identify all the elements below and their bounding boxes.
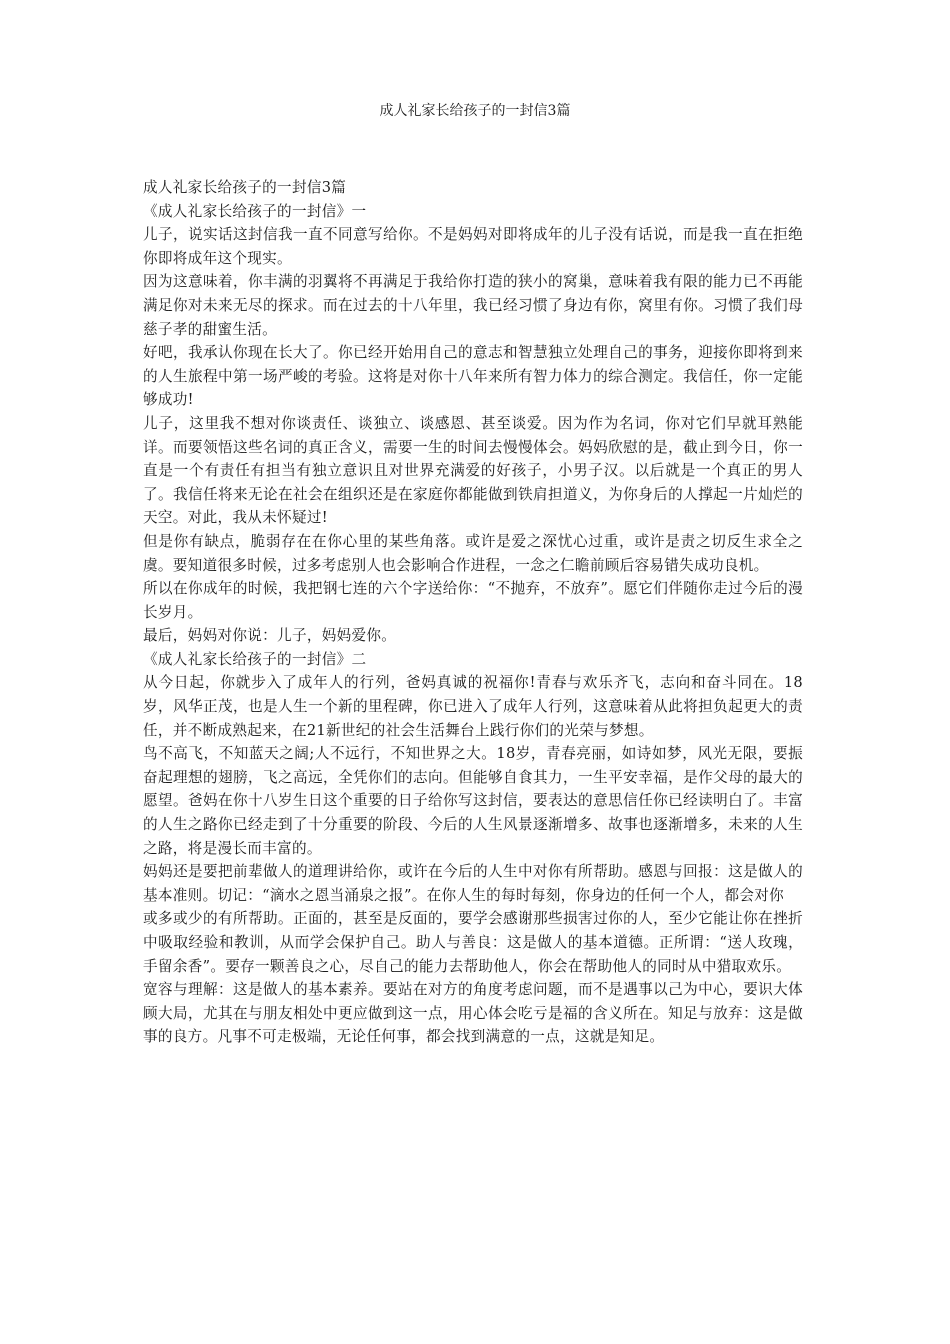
section-heading-2: 《成人礼家长给孩子的一封信》二 bbox=[143, 650, 367, 668]
paragraph: 鸟不高飞，不知蓝天之阔;人不远行，不知世界之大。18岁，青春亮丽，如诗如梦，风光无限，要振奋起理想的翅膀，飞之高远，全凭你们的志向。但能够自食其力，一生平安幸福，是作父母的最大的愿望。爸妈在你十八岁生日这个重要的日子给你写这封信，要表达的意思信任你已经读明白了。丰富的人生之路你已经走到了十分重要的阶段、今后的人生风景逐渐增多、故事也逐渐增多，未来的人生之路，将是漫长而丰富的。 bbox=[143, 745, 803, 857]
paragraph: 因为这意味着，你丰满的羽翼将不再满足于我给你打造的狭小的窝巢，意味着我有限的能力已不再能满足你对未来无尽的探求。而在过去的十八年里，我已经习惯了身边有你，窝里有你。习惯了我们母慈子孝的甜蜜生活。 bbox=[143, 273, 803, 338]
document-title: 成人礼家长给孩子的一封信3篇 bbox=[379, 103, 571, 119]
paragraph: 从今日起，你就步入了成年人的行列，爸妈真诚的祝福你!青春与欢乐齐飞，志向和奋斗同在。18岁，风华正茂，也是人生一个新的里程碑，你已进入了成年人行列，这意味着从此将担负起更大的责任，并不断成熟起来，在21新世纪的社会生活舞台上践行你们的光荣与梦想。 bbox=[143, 674, 803, 739]
paragraph: 但是你有缺点，脆弱存在在你心里的某些角落。或许是爱之深忧心过重，或许是责之切反生求全之虞。要知道很多时候，过多考虑别人也会影响合作进程，一念之仁瞻前顾后容易错失成功良机。 bbox=[143, 532, 803, 574]
section-heading-1: 《成人礼家长给孩子的一封信》一 bbox=[143, 202, 367, 220]
paragraph: 最后，妈妈对你说：儿子，妈妈爱你。 bbox=[143, 627, 397, 645]
paragraph: 妈妈还是要把前辈做人的道理讲给你，或许在今后的人生中对你有所帮助。感恩与回报：这是做人的基本准则。切记：“滴水之恩当涌泉之报”。在你人生的每时每刻，你身边的任何一个人，都会对你 bbox=[143, 863, 803, 904]
paragraph: 宽容与理解：这是做人的基本素养。要站在对方的角度考虑问题，而不是遇事以己为中心，要识大体顾大局，尤其在与朋友相处中更应做到这一点，用心体会吃亏是福的含义所在。知足与放弃：这是做事的良方。凡事不可走极端，无论任何事，都会找到满意的一点，这就是知足。 bbox=[143, 981, 803, 1046]
paragraph: 所以在你成年的时候，我把钢七连的六个字送给你：“不抛弃，不放弃”。愿它们伴随你走过今后的漫长岁月。 bbox=[143, 580, 803, 621]
paragraph: 好吧，我承认你现在长大了。你已经开始用自己的意志和智慧独立处理自己的事务，迎接你即将到来的人生旅程中第一场严峻的考验。这将是对你十八年来所有智力体力的综合测定。我信任，你一定能够成功! bbox=[143, 344, 803, 409]
heading-line: 成人礼家长给孩子的一封信3篇 bbox=[143, 179, 347, 196]
paragraph: 或多或少的有所帮助。正面的，甚至是反面的，要学会感谢那些损害过你的人，至少它能让你在挫折中吸取经验和教训，从而学会保护自己。助人与善良：这是做人的基本道德。正所谓：“送人玫瑰，手留余香”。要存一颗善良之心，尽自己的能力去帮助他人，你会在帮助他人的同时从中猎取欢乐。 bbox=[143, 910, 803, 975]
paragraph: 儿子，说实话这封信我一直不同意写给你。不是妈妈对即将成年的儿子没有话说，而是我一直在拒绝你即将成年这个现实。 bbox=[143, 226, 803, 267]
paragraph: 儿子，这里我不想对你谈责任、谈独立、谈感恩、甚至谈爱。因为作为名词，你对它们早就耳熟能详。而要领悟这些名词的真正含义，需要一生的时间去慢慢体会。妈妈欣慰的是，截止到今日，你一直是一个有责任有担当有独立意识且对世界充满爱的好孩子，小男子汉。以后就是一个真正的男人了。我信任将来无论在社会在组织还是在家庭你都能做到铁肩担道义，为你身后的人撑起一片灿烂的天空。对此，我从未怀疑过! bbox=[143, 414, 803, 527]
document-body bbox=[143, 176, 803, 1049]
